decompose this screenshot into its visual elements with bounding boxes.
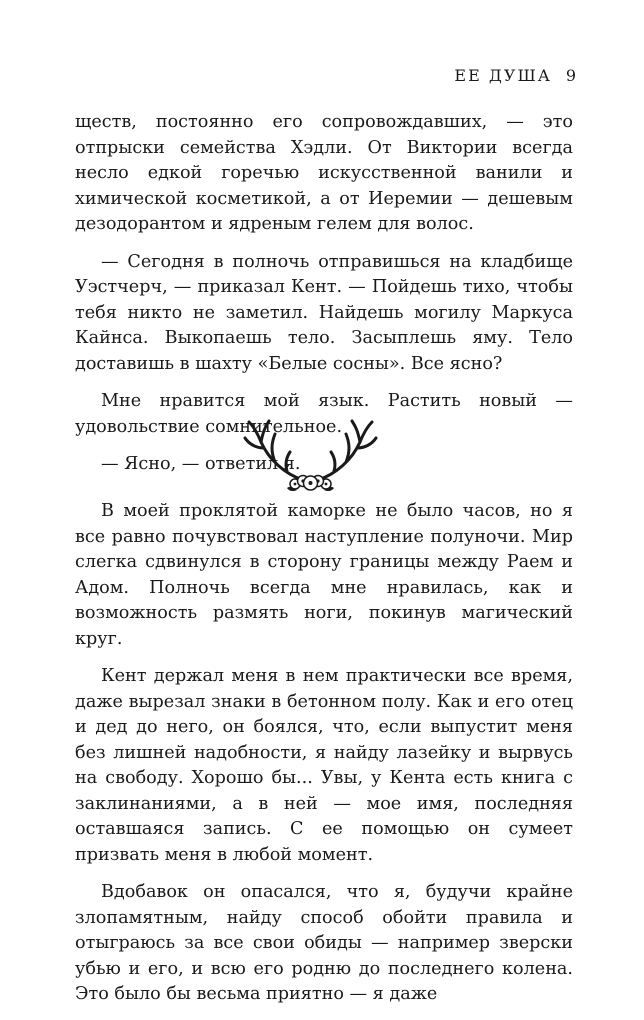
paragraph: — Сегодня в полночь отправишься на кладбище Уэстчерч, — приказал Кент. — Пойдешь тихо, чтобы тебя никто не заметил. Найдешь могилу Маркуса Кайнса. Выкопаешь тело. Засыплешь яму. Тело доставишь в шахту «Белые сосны». Все ясно? (75, 251, 573, 374)
page-number: 9 (565, 66, 578, 85)
paragraph: — Ясно, — ответил я. (101, 454, 301, 474)
text-section-bottom (75, 499, 573, 1020)
running-header (454, 66, 578, 85)
paragraph: Кент держал меня в нем практически все время, даже вырезал знаки в бетонном полу. Как и его отец и дед до него, он боялся, что, если выпустит меня без лишней надобности, я найду лазейку и вырвусь на свободу. Хорошо бы... Увы, у Кента есть книга с заклинаниями, а в ней — мое имя, последняя оставшаяся запись. С ее помощью он сумеет призвать меня в любой момент. (75, 666, 573, 865)
running-title: ЕЕ ДУША (454, 66, 552, 85)
paragraph: Мне нравится мой язык. Растить новый — удовольствие сомнительное. (75, 391, 573, 437)
paragraph: Вдобавок он опасался, что я, будучи крайне злопамятным, найду способ обойти правила и отыграюсь за все свои обиды — например зверски убью и его, и всю его родню до последнего колена. Это было бы весьма приятно — я даже (75, 882, 573, 1004)
paragraph: В моей проклятой каморке не было часов, но я все равно почувствовал наступление полуночи. Мир слегка сдвинулся в сторону границы между Раем и Адом. Полночь всегда мне нравилась, как и возможность размять ноги, покинув магический круг. (75, 501, 573, 649)
paragraph: ществ, постоянно его сопровождавших, — это отпрыски семейства Хэдли. От Виктории всегда несло едкой горечью искусственной ванили и химической косметикой, а от Иеремии — дешевым дезодорантом и ядреным гелем для волос. (75, 112, 573, 234)
antlers-with-flowers-icon (243, 418, 378, 494)
